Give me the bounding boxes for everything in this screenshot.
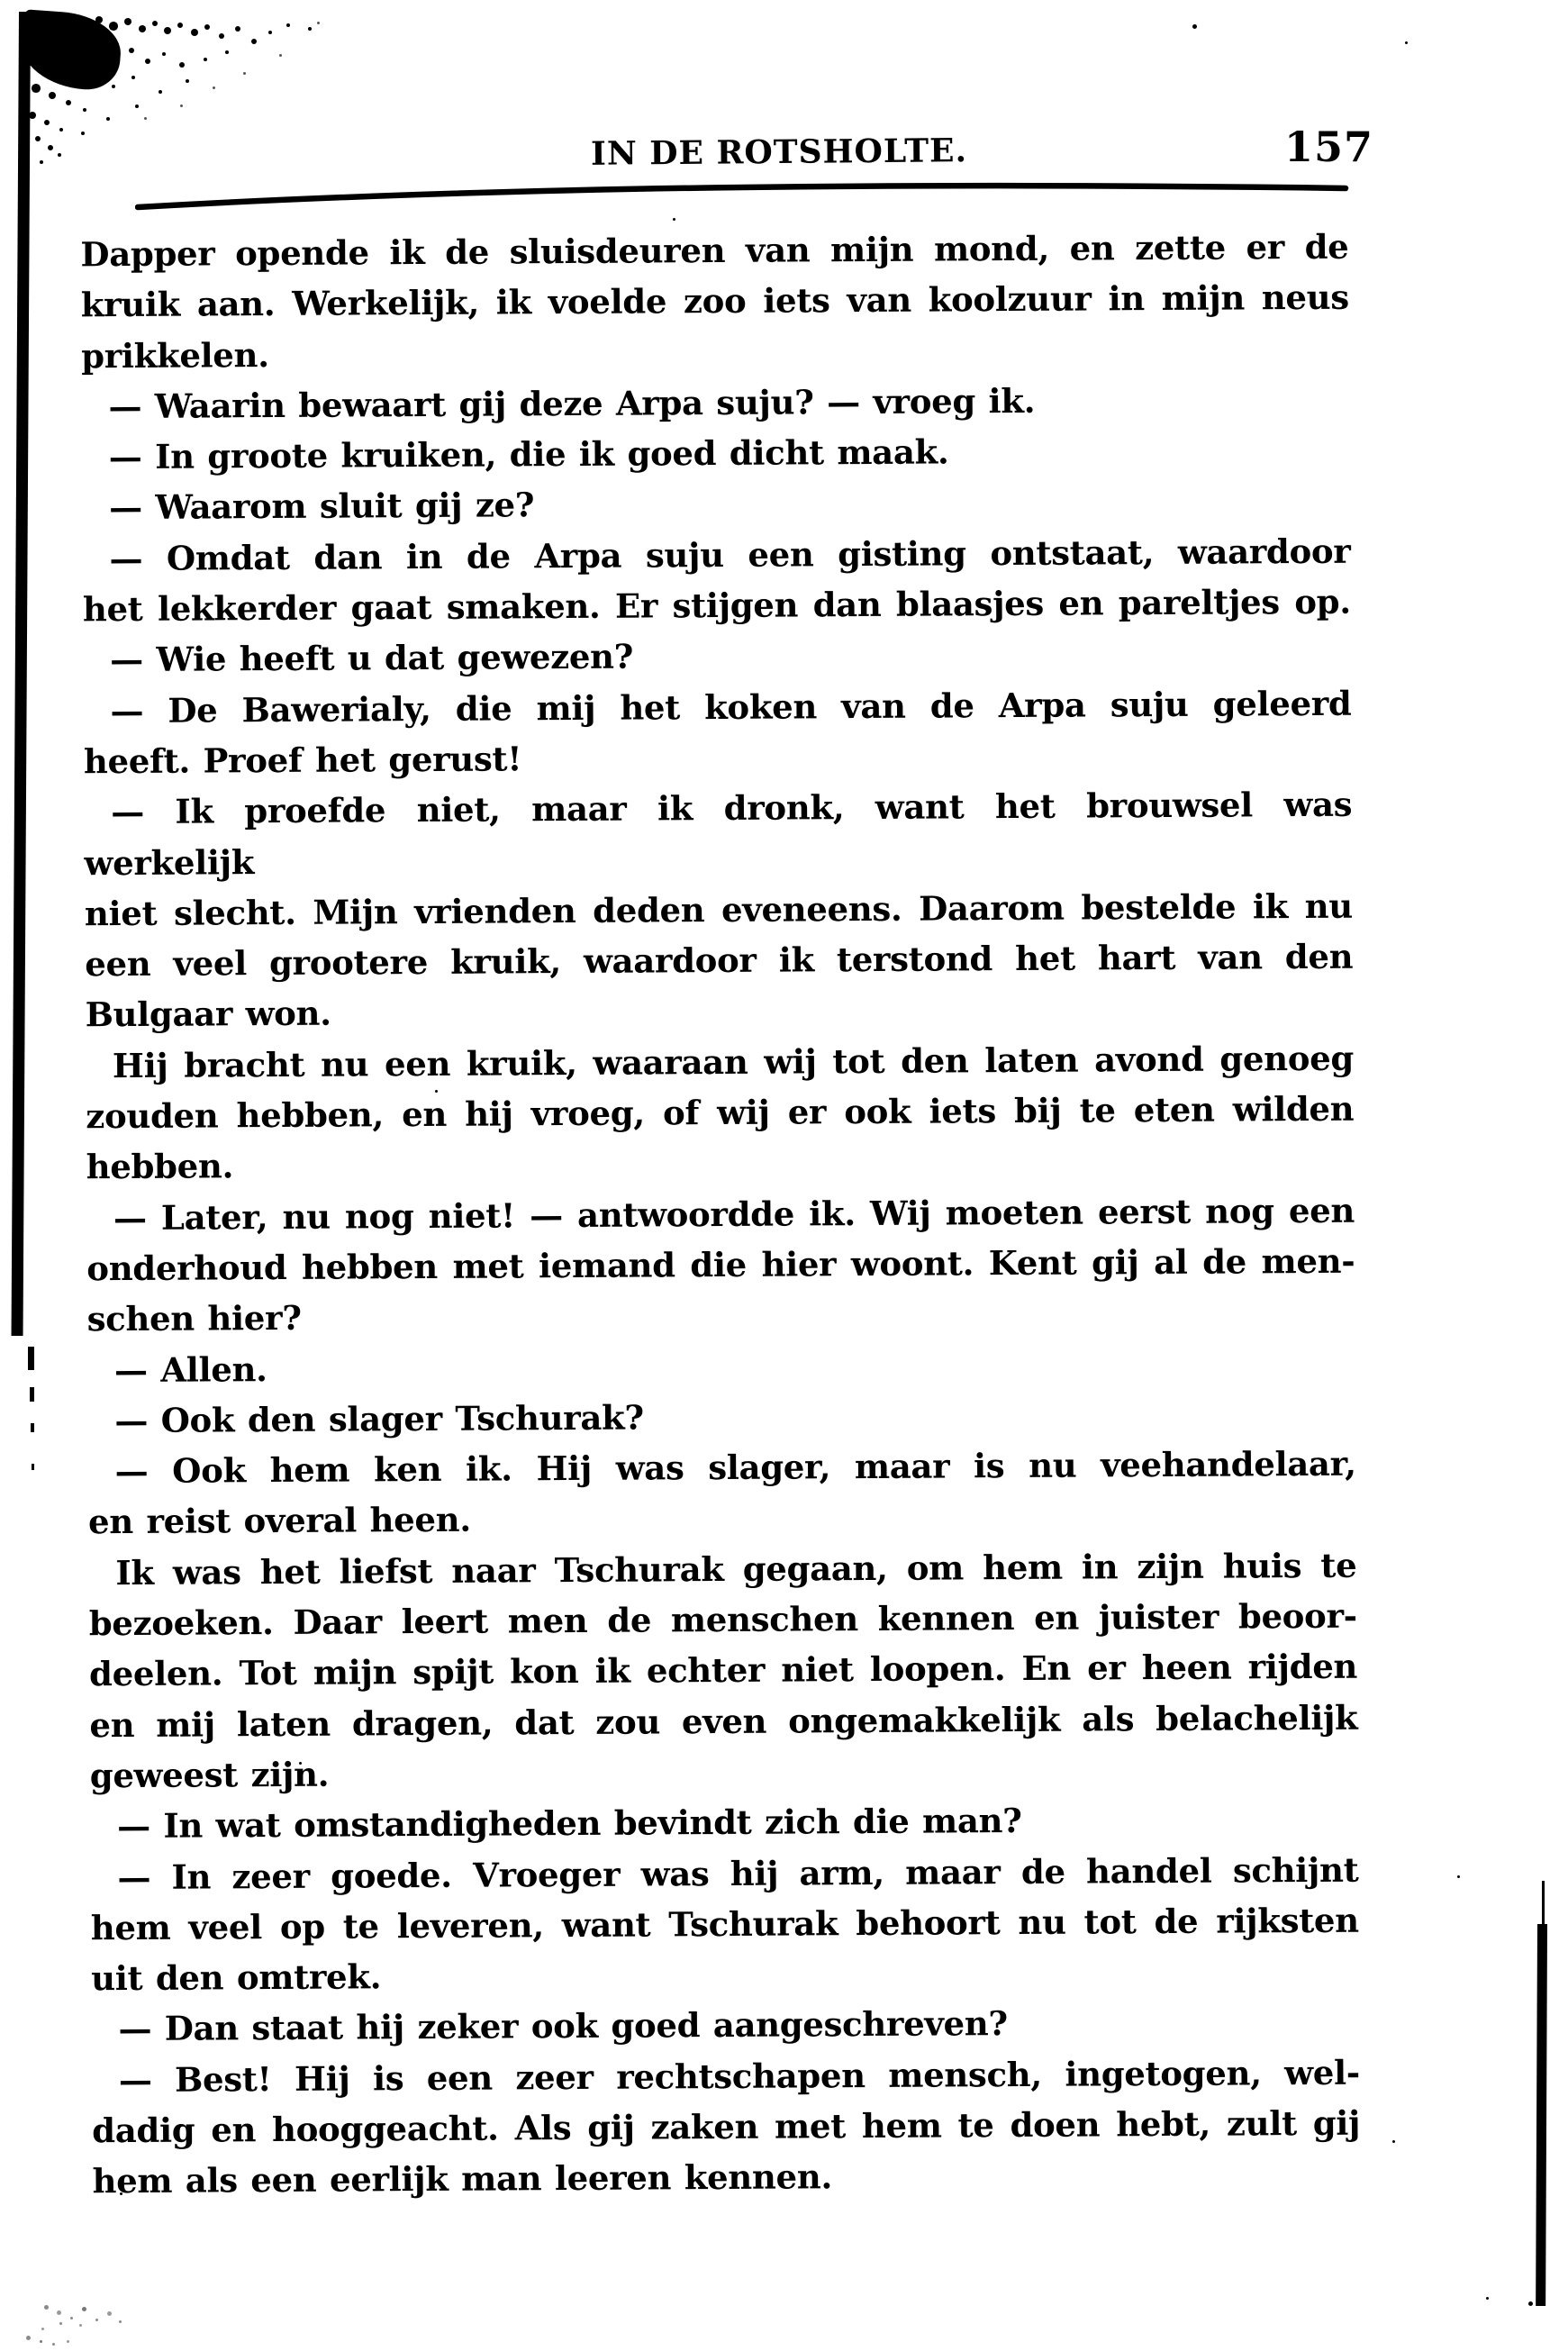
- text-line: zouden hebben, en hij vroeg, of wij er ook iets bij te eten wilden: [86, 1088, 1355, 1137]
- scan-corner-noise-blob: [17, 9, 123, 92]
- text-line: hem als een eerlijk man leeren kennen.: [92, 2156, 833, 2201]
- scan-edge-fragment: [32, 1464, 34, 1470]
- scan-edge-fragment: [28, 1347, 34, 1370]
- scan-edge-fragment: [31, 1423, 34, 1432]
- text-line: — In zeer goede. Vroeger was hij arm, maar de handel schijnt: [117, 1849, 1359, 1897]
- text-line: bezoeken. Daar leert men de menschen kennen en juister beoor-: [88, 1595, 1357, 1644]
- text-block: [80, 222, 1360, 2207]
- scan-edge-fragment: [30, 1387, 34, 1402]
- text-line: — De Bawerialy, die mij het koken van de Arpa suju geleerd: [110, 683, 1352, 731]
- text-line: hem veel op te leveren, want Tschurak behoort nu tot de rijksten: [90, 1900, 1359, 1948]
- text-line: een veel grootere kruik, waardoor ik terstond het hart van den: [85, 936, 1354, 985]
- text-line: — Omdat dan in de Arpa suju een gisting ontstaat, waardoor: [109, 531, 1351, 578]
- text-line: — Allen.: [113, 1348, 267, 1390]
- running-header-title: IN DE ROTSHOLTE.: [590, 132, 968, 173]
- text-line: hebben.: [86, 1146, 234, 1187]
- header-rule: [135, 175, 1351, 216]
- text-line: geweest zijn.: [89, 1754, 330, 1796]
- scan-misc-dots: [0, 0, 3, 3]
- text-line: onderhoud hebben met iemand die hier woont. Kent gij al de men-: [86, 1240, 1355, 1289]
- text-line: — Best! Hij is een zeer rechtschapen mensch, ingetogen, wel-: [118, 2052, 1360, 2100]
- text-line: — Ook hem ken ik. Hij was slager, maar is nu veehandelaar,: [114, 1443, 1356, 1492]
- text-line: — Waarom sluit gij ze?: [109, 485, 535, 528]
- text-line: — Ik proefde niet, maar ik dronk, want het brouwsel was werkelijk: [84, 784, 1353, 883]
- text-line: Bulgaar won.: [85, 994, 331, 1035]
- text-line: — In wat omstandigheden bevindt zich die man?: [117, 1801, 1022, 1847]
- text-line: deelen. Tot mijn spijt kon ik echter niet loopen. En er heen rijden: [88, 1647, 1358, 1694]
- text-line: dadig en hooggeacht. Als gij zaken met hem te doen hebt, zult gij: [92, 2102, 1361, 2151]
- text-line: het lekkerder gaat smaken. Er stijgen dan blaasjes en pareltjes op.: [82, 581, 1351, 630]
- text-line: schen hier?: [86, 1298, 302, 1339]
- text-line: — Wie heeft u dat gewezen?: [110, 636, 634, 680]
- text-line: en mij laten dragen, dat zou even ongemakkelijk als belachelijk: [89, 1697, 1358, 1745]
- text-line: kruik aan. Werkelijk, ik voelde zoo iets van koolzuur in mijn neus: [80, 277, 1349, 325]
- text-line: Ik was het liefst naar Tschurak gegaan, om hem in zijn huis te: [115, 1545, 1357, 1593]
- text-line: en reist overal heen.: [87, 1500, 472, 1542]
- text-line: prikkelen.: [81, 334, 269, 376]
- scan-edge-line-right-thin: [1542, 1881, 1545, 1928]
- text-line: — Later, nu nog niet! — antwoordde ik. Wij moeten eerst nog een: [113, 1190, 1355, 1238]
- text-line: uit den omtrek.: [91, 1956, 382, 1999]
- text-line: — Waarin bewaart gij deze Arpa suju? — vroeg ik.: [108, 380, 1036, 427]
- text-line: Hij bracht nu een kruik, waaraan wij tot den laten avond genoeg: [112, 1038, 1355, 1085]
- scan-edge-line-left: [12, 12, 31, 1336]
- scan-edge-line-right: [1536, 1924, 1547, 2306]
- text-line: heeft. Proef het gerust!: [83, 739, 522, 782]
- text-line: — In groote kruiken, die ik goed dicht maak.: [108, 431, 949, 477]
- text-line: niet slecht. Mijn vrienden deden eveneens. Daarom bestelde ik nu: [84, 885, 1354, 934]
- text-line: — Dan staat hij zeker ook goed aangeschreven?: [118, 2003, 1008, 2049]
- text-line: — Ook den slager Tschurak?: [114, 1397, 644, 1440]
- page-number: 157: [1284, 123, 1374, 171]
- text-line: Dapper opende ik de sluisdeuren van mijn mond, en zette er de: [80, 226, 1349, 275]
